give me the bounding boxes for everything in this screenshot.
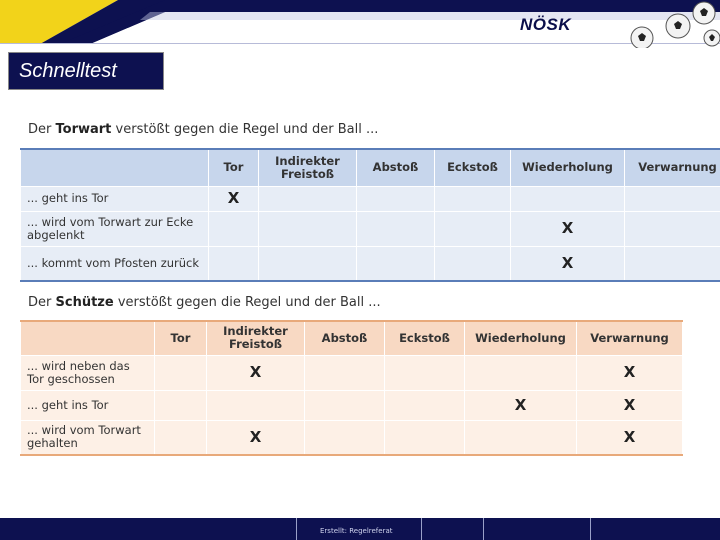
slide-title-box xyxy=(8,52,164,90)
column-header: Eckstoß xyxy=(385,321,465,355)
column-header: Wiederholung xyxy=(511,149,625,186)
brand-logo-text: NÖSK xyxy=(520,15,572,34)
column-header: Tor xyxy=(209,149,259,186)
schuetze-table xyxy=(20,320,683,456)
mark-cell: X xyxy=(209,186,259,211)
caption-keyword: Torwart xyxy=(55,122,112,137)
mark-cell xyxy=(435,186,511,211)
mark-cell xyxy=(435,211,511,246)
mark-cell: X xyxy=(577,420,683,455)
mark-cell xyxy=(209,246,259,281)
caption-text: verstößt gegen die Regel und der Ball ... xyxy=(111,122,379,137)
column-header: Eckstoß xyxy=(435,149,511,186)
caption-text: Der xyxy=(28,295,56,310)
mark-cell xyxy=(625,211,720,246)
mark-cell: X xyxy=(511,211,625,246)
mark-cell xyxy=(305,420,385,455)
mark-cell xyxy=(305,355,385,390)
mark-cell xyxy=(385,390,465,420)
footer-text: Erstellt: Regelreferat xyxy=(320,527,393,535)
row-label: ... wird neben das Tor geschossen xyxy=(21,355,155,390)
mark-cell xyxy=(259,246,357,281)
mark-cell xyxy=(207,390,305,420)
caption-text: Der xyxy=(28,122,56,137)
table-header-row xyxy=(21,321,683,355)
mark-cell: X xyxy=(207,420,305,455)
soccer-balls-icon xyxy=(600,0,720,48)
column-header: Verwarnung xyxy=(625,149,720,186)
table-header-row xyxy=(21,149,720,186)
torwart-table xyxy=(20,148,720,282)
table-row xyxy=(21,390,683,420)
footer-divider xyxy=(590,518,591,540)
mark-cell: X xyxy=(465,390,577,420)
mark-cell xyxy=(305,390,385,420)
mark-cell xyxy=(357,186,435,211)
column-header: Indirekter Freistoß xyxy=(207,321,305,355)
column-header: Verwarnung xyxy=(577,321,683,355)
column-header: Abstoß xyxy=(305,321,385,355)
column-header: Tor xyxy=(155,321,207,355)
mark-cell xyxy=(435,246,511,281)
mark-cell: X xyxy=(577,355,683,390)
mark-cell xyxy=(155,420,207,455)
mark-cell xyxy=(357,211,435,246)
footer-divider xyxy=(421,518,422,540)
mark-cell: X xyxy=(207,355,305,390)
row-label: ... geht ins Tor xyxy=(21,186,209,211)
caption-text: verstößt gegen die Regel und der Ball ... xyxy=(113,295,381,310)
row-label: ... kommt vom Pfosten zurück xyxy=(21,246,209,281)
table-row xyxy=(21,186,720,211)
mark-cell xyxy=(465,420,577,455)
mark-cell xyxy=(625,186,720,211)
mark-cell xyxy=(209,211,259,246)
mark-cell xyxy=(385,420,465,455)
footer-bar xyxy=(0,518,720,540)
slide-title: Schnelltest xyxy=(19,60,117,82)
column-header xyxy=(21,321,155,355)
table-row xyxy=(21,211,720,246)
mark-cell xyxy=(385,355,465,390)
row-label: ... wird vom Torwart gehalten xyxy=(21,420,155,455)
mark-cell xyxy=(259,186,357,211)
column-header: Wiederholung xyxy=(465,321,577,355)
mark-cell: X xyxy=(511,246,625,281)
mark-cell xyxy=(465,355,577,390)
mark-cell: X xyxy=(577,390,683,420)
mark-cell xyxy=(625,246,720,281)
mark-cell xyxy=(357,246,435,281)
mark-cell xyxy=(511,186,625,211)
footer-divider xyxy=(483,518,484,540)
footer-divider xyxy=(296,518,297,540)
row-label: ... wird vom Torwart zur Ecke abgelenkt xyxy=(21,211,209,246)
row-label: ... geht ins Tor xyxy=(21,390,155,420)
table-row xyxy=(21,246,720,281)
section2-caption xyxy=(28,295,381,310)
table-row xyxy=(21,355,683,390)
section1-caption xyxy=(28,122,378,137)
mark-cell xyxy=(259,211,357,246)
column-header: Abstoß xyxy=(357,149,435,186)
table-row xyxy=(21,420,683,455)
mark-cell xyxy=(155,390,207,420)
column-header: Indirekter Freistoß xyxy=(259,149,357,186)
column-header xyxy=(21,149,209,186)
caption-keyword: Schütze xyxy=(55,295,114,310)
mark-cell xyxy=(155,355,207,390)
